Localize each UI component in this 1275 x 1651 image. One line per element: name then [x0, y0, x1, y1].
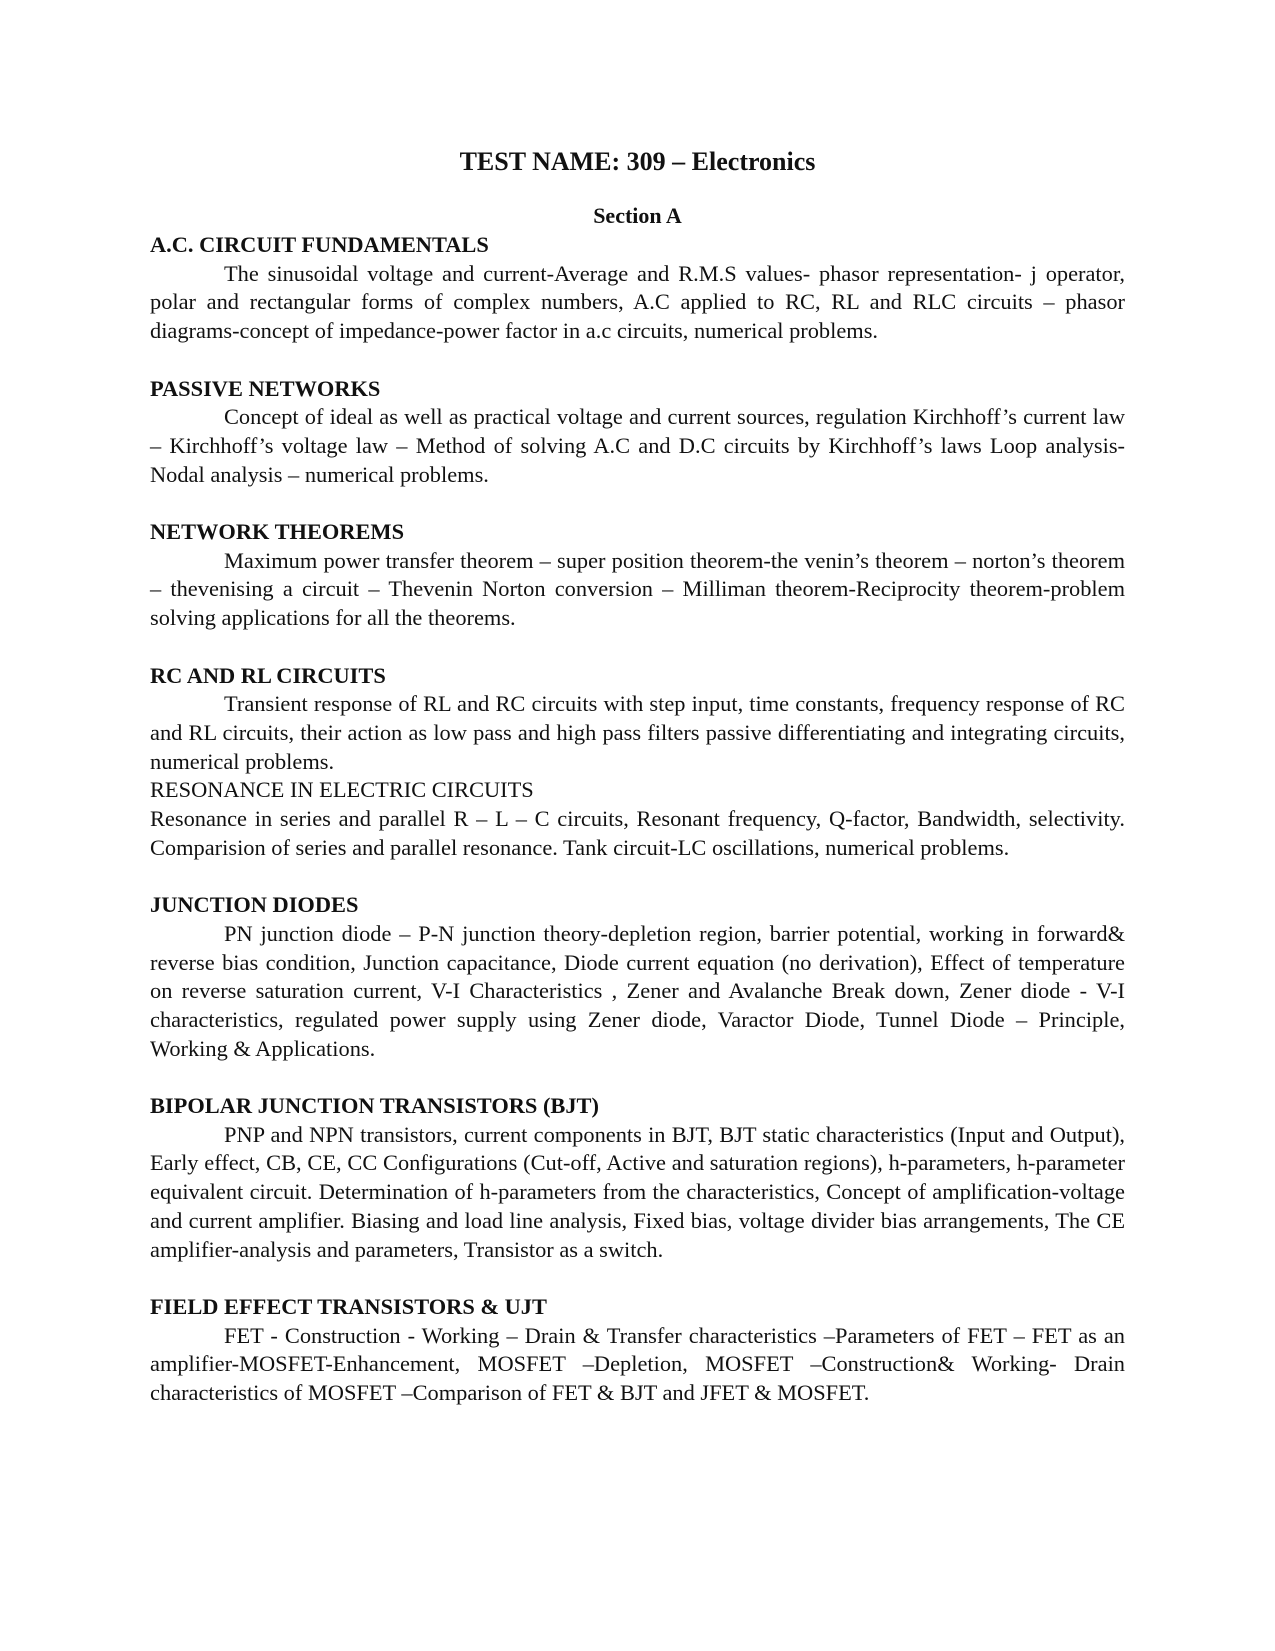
topic-heading: FIELD EFFECT TRANSISTORS & UJT	[150, 1293, 547, 1319]
topic-network-theorems	[150, 518, 1125, 633]
topic-heading: JUNCTION DIODES	[150, 892, 359, 918]
topic-heading: RC AND RL CIRCUITS	[150, 662, 386, 688]
topic-body: PNP and NPN transistors, current components in BJT, BJT static characteristics (Input and Output), Early effect, CB, CE, CC Configurations (Cut-off, Active and saturation regions), h-parameters, h-parameter equivalent circuit. Determination of h-parameters from the characteristics, Concept of amplification-voltage and current amplifier. Biasing and load line analysis, Fixed bias, voltage divider bias arrangements, The CE amplifier-analysis and parameters, Transistor as a switch.	[150, 1121, 1125, 1262]
topic-ac-circuit-fundamentals	[150, 231, 1125, 346]
page-title: TEST NAME: 309 – Electronics	[459, 147, 816, 176]
topic-body: PN junction diode – P-N junction theory-depletion region, barrier potential, working in forward& reverse bias condition, Junction capacitance, Diode current equation (no derivation), Effect of temperature on reverse saturation current, V-I Characteristics , Zener and Avalanche Break down, Zener diode - V-I characteristics, regulated power supply using Zener diode, Varactor Diode, Tunnel Diode – Principle, Working & Applications.	[150, 920, 1125, 1061]
topic-subheading: RESONANCE IN ELECTRIC CIRCUITS	[150, 777, 534, 803]
topic-body: Maximum power transfer theorem – super position theorem-the venin’s theorem – norton’s theorem – thevenising a circuit – Thevenin Norton conversion – Milliman theorem-Reciprocity theorem-problem solving applications for all the theorems.	[150, 547, 1125, 631]
topic-rc-rl-circuits	[150, 662, 1125, 863]
topic-fet-ujt	[150, 1293, 1125, 1408]
topic-subbody: Resonance in series and parallel R – L – C circuits, Resonant frequency, Q-factor, Bandwidth, selectivity. Comparision of series and parallel resonance. Tank circuit-LC oscillations, numerical problems.	[150, 806, 1125, 860]
topic-heading: A.C. CIRCUIT FUNDAMENTALS	[150, 232, 489, 257]
topic-heading: BIPOLAR JUNCTION TRANSISTORS (BJT)	[150, 1093, 599, 1119]
topic-body: Transient response of RL and RC circuits with step input, time constants, frequency response of RC and RL circuits, their action as low pass and high pass filters passive differentiating and integrating circuits, numerical problems.	[150, 691, 1125, 774]
topic-heading: NETWORK THEOREMS	[150, 519, 405, 544]
topic-heading: PASSIVE NETWORKS	[150, 375, 381, 401]
topic-body: The sinusoidal voltage and current-Average and R.M.S values- phasor representation- j operator, polar and rectangular forms of complex numbers, A.C applied to RC, RL and RLC circuits – phasor diagrams-concept of impedance-power factor in a.c circuits, numerical problems.	[150, 260, 1125, 344]
topic-passive-networks	[150, 375, 1125, 490]
syllabus-content	[150, 231, 1125, 1408]
topic-body: FET - Construction - Working – Drain & Transfer characteristics –Parameters of FET – FET as an amplifier-MOSFET-Enhancement, MOSFET –Depletion, MOSFET –Construction& Working- Drain characteristics of MOSFET –Comparison of FET & BJT and JFET & MOSFET.	[150, 1322, 1125, 1406]
section-label: Section A	[593, 203, 682, 228]
topic-junction-diodes	[150, 891, 1125, 1063]
topic-bjt	[150, 1092, 1125, 1264]
topic-body: Concept of ideal as well as practical voltage and current sources, regulation Kirchhoff’s current law – Kirchhoff’s voltage law – Method of solving A.C and D.C circuits by Kirchhoff’s laws Loop analysis- Nodal analysis – numerical problems.	[150, 404, 1125, 487]
